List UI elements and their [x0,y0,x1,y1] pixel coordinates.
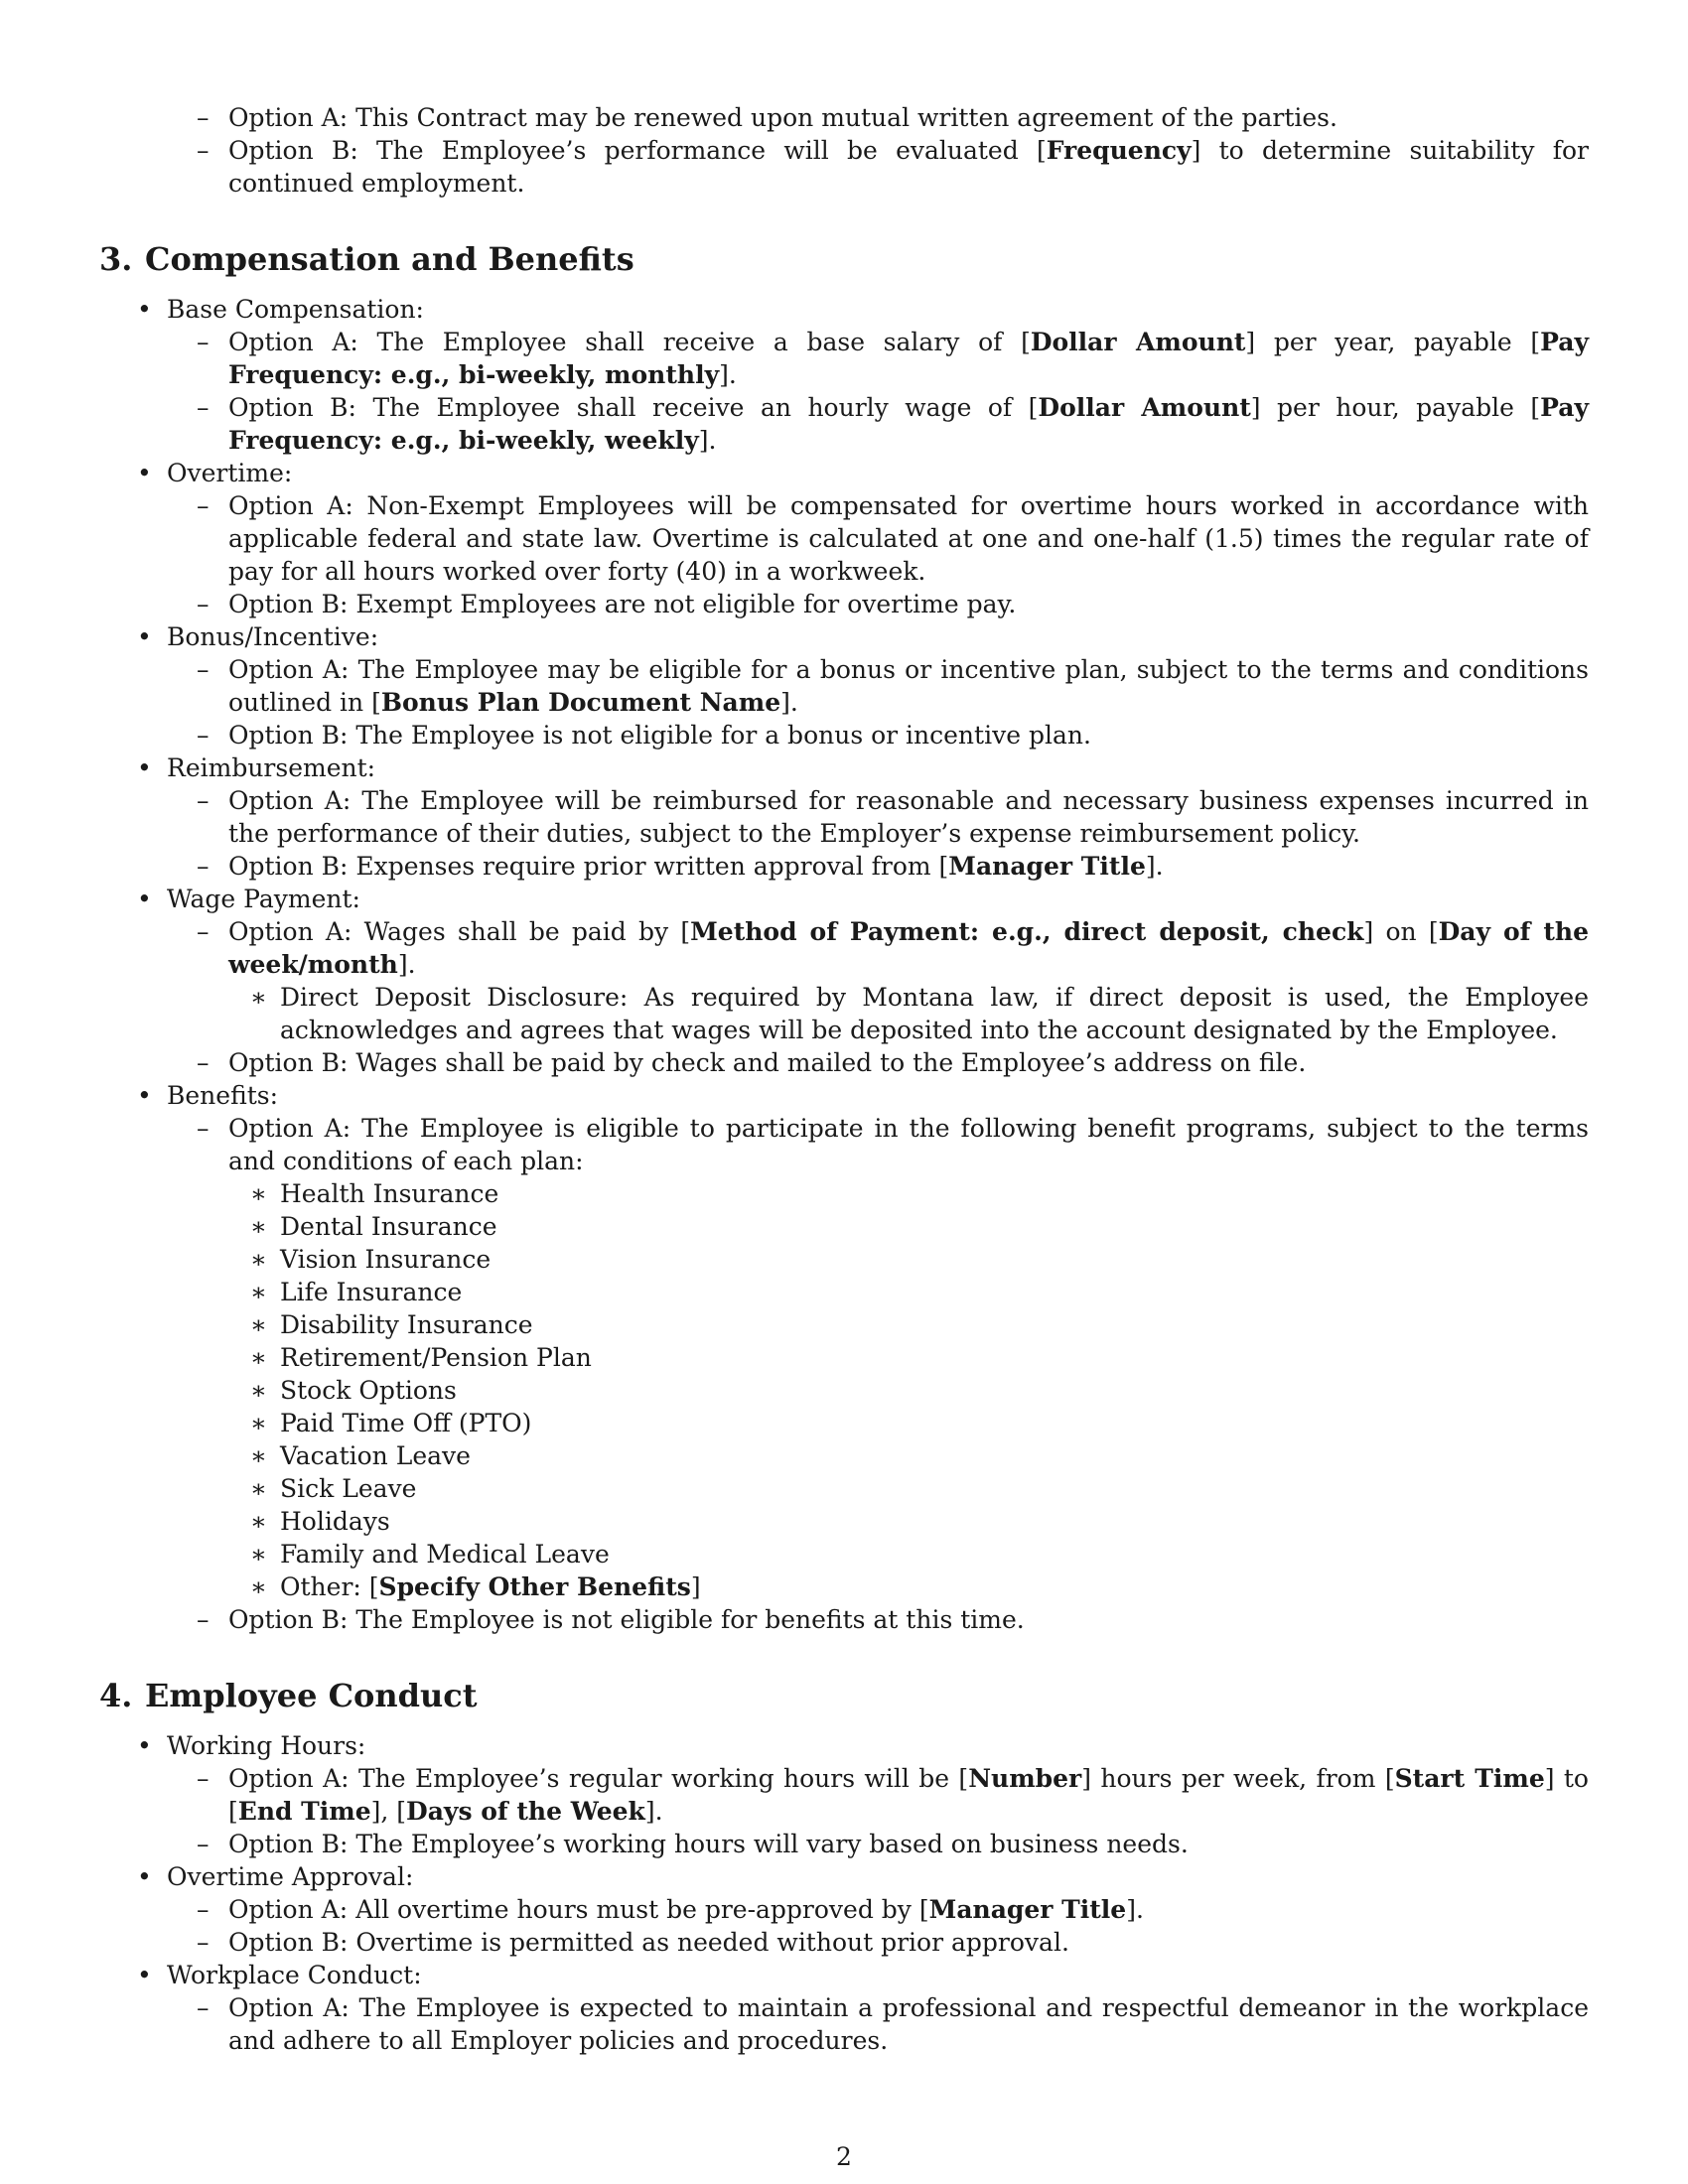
list-item: – Option A: The Employee is expected to maintain a professional and respectful demeanor in the workplace and adhere to all Employer policies and procedures. [197,1993,1589,2055]
star-marker: ∗ [250,1441,267,1470]
benefit-item: ∗ Paid Time Off (PTO) [250,1409,532,1437]
benefit-item: ∗ Stock Options [250,1376,457,1405]
benefit-item: ∗ Vacation Leave [250,1441,471,1470]
list-item: • Overtime Approval: [137,1862,414,1891]
dash-marker: – [197,1895,210,1924]
list-item: – Option B: The Employee shall receive an hourly wage of [Dollar Amount] per hour, payable [Pay Frequency: e.g., bi-weekly, weekly]. [197,393,1589,455]
placeholder-field: Pay Frequency: e.g., bi-weekly, weekly [228,393,1589,455]
placeholder-field: Manager Title [948,852,1146,881]
list-item: – Option B: The Employee is not eligible for benefits at this time. [197,1605,1025,1634]
star-marker: ∗ [250,1343,267,1372]
dash-marker: – [197,136,210,165]
section-heading: 3. Compensation and Benefits [99,240,634,278]
star-marker: ∗ [250,1278,267,1306]
dash-marker: – [197,1605,210,1634]
placeholder-field: Specify Other Benefits [378,1572,691,1601]
bullet-marker: • [137,1862,152,1891]
list-item: – Option B: The Employee is not eligible for a bonus or incentive plan. [197,721,1091,750]
benefit-item: ∗ Health Insurance [250,1179,499,1208]
bullet-marker: • [137,885,152,913]
placeholder-field: Dollar Amount [1038,393,1251,422]
list-item: • Working Hours: [137,1731,366,1760]
list-item: – Option A: The Employee will be reimbursed for reasonable and necessary business expenses incurred in the performance of their duties, subject to the Employer’s expense reimbursement policy. [197,786,1589,848]
list-item: • Wage Payment: [137,885,360,913]
dash-marker: – [197,1764,210,1793]
bullet-marker: • [137,1731,152,1760]
dash-marker: – [197,917,210,946]
dash-marker: – [197,1114,210,1143]
bullet-marker: • [137,622,152,651]
list-item: – Option A: The Employee may be eligible for a bonus or incentive plan, subject to the terms and conditions outlined in [Bonus Plan Document Name]. [197,655,1589,717]
star-marker: ∗ [250,1474,267,1503]
star-marker: ∗ [250,1212,267,1241]
list-item: – Option A: Wages shall be paid by [Method of Payment: e.g., direct deposit, check] on [Day of the week/month]. [197,917,1589,979]
dash-marker: – [197,328,210,356]
star-marker: ∗ [250,1245,267,1274]
list-item: • Overtime: [137,459,293,487]
benefit-item: ∗ Vision Insurance [250,1245,492,1274]
page-content [99,99,1589,2057]
placeholder-field: Pay Frequency: e.g., bi-weekly, monthly [228,328,1589,389]
benefit-item: ∗ Holidays [250,1507,390,1536]
placeholder-field: Dollar Amount [1030,328,1246,356]
list-item: ∗ Direct Deposit Disclosure: As required by Montana law, if direct deposit is used, the Employee acknowledges and agrees that wages will be deposited into the account designated by the Employee. [250,983,1589,1044]
list-item: – Option B: Exempt Employees are not eligible for overtime pay. [197,590,1017,618]
star-marker: ∗ [250,1409,267,1437]
dash-marker: – [197,1928,210,1957]
placeholder-field: Frequency [1046,136,1192,165]
section-heading: 4. Employee Conduct [99,1677,478,1714]
dash-marker: – [197,1830,210,1858]
list-item: • Benefits: [137,1081,279,1110]
list-item: • Bonus/Incentive: [137,622,379,651]
dash-marker: – [197,786,210,815]
bullet-marker: • [137,459,152,487]
benefit-item: ∗ Life Insurance [250,1278,463,1306]
list-item: – Option A: Non-Exempt Employees will be compensated for overtime hours worked in accordance with applicable federal and state law. Overtime is calculated at one and one-half (1.5) times the regular rate of pay for all hours worked over forty (40) in a workweek. [197,491,1589,586]
list-item: – Option A: The Employee is eligible to participate in the following benefit programs, subject to the terms and conditions of each plan: [197,1114,1589,1175]
benefit-item: ∗ Sick Leave [250,1474,417,1503]
list-item: – Option B: Expenses require prior written approval from [Manager Title]. [197,852,1164,881]
placeholder-field: Start Time [1394,1764,1545,1793]
page-number: 2 [836,2142,852,2171]
list-item: – Option B: Overtime is permitted as needed without prior approval. [197,1928,1069,1957]
benefit-item: ∗ Disability Insurance [250,1310,533,1339]
star-marker: ∗ [250,983,267,1012]
dash-marker: – [197,852,210,881]
bullet-marker: • [137,295,152,324]
star-marker: ∗ [250,1376,267,1405]
list-item: • Workplace Conduct: [137,1961,422,1989]
list-item: – Option A: All overtime hours must be pre-approved by [Manager Title]. [197,1895,1144,1924]
benefit-item: ∗ Other: [Specify Other Benefits] [250,1572,701,1601]
placeholder-field: Method of Payment: e.g., direct deposit, check [690,917,1364,946]
star-marker: ∗ [250,1507,267,1536]
dash-marker: – [197,721,210,750]
benefit-item: ∗ Dental Insurance [250,1212,497,1241]
list-item: – Option B: The Employee’s performance will be evaluated [Frequency] to determine suitability for continued employment. [197,136,1589,198]
list-item: – Option A: This Contract may be renewed upon mutual written agreement of the parties. [197,103,1337,132]
list-item: – Option B: The Employee’s working hours will vary based on business needs. [197,1830,1189,1858]
list-item: – Option A: The Employee shall receive a base salary of [Dollar Amount] per year, payable [Pay Frequency: e.g., bi-weekly, monthly]. [197,328,1589,389]
dash-marker: – [197,1993,210,2022]
list-item: • Reimbursement: [137,753,376,782]
dash-marker: – [197,393,210,422]
bullet-marker: • [137,753,152,782]
dash-marker: – [197,655,210,684]
list-item: – Option A: The Employee’s regular working hours will be [Number] hours per week, from [Start Time] to [End Time], [Days of the Week]. [197,1764,1589,1826]
dash-marker: – [197,491,210,520]
star-marker: ∗ [250,1572,267,1601]
star-marker: ∗ [250,1310,267,1339]
star-marker: ∗ [250,1179,267,1208]
dash-marker: – [197,103,210,132]
list-item: – Option B: Wages shall be paid by check and mailed to the Employee’s address on file. [197,1048,1307,1077]
placeholder-field: Manager Title [928,1895,1127,1924]
placeholder-field: Bonus Plan Document Name [380,688,781,717]
placeholder-field: Day of the week/month [228,917,1589,979]
placeholder-field: Number [968,1764,1082,1793]
benefit-item: ∗ Family and Medical Leave [250,1540,610,1569]
list-item: • Base Compensation: [137,295,424,324]
benefit-item: ∗ Retirement/Pension Plan [250,1343,592,1372]
placeholder-field: End Time [237,1797,371,1826]
bullet-marker: • [137,1081,152,1110]
star-marker: ∗ [250,1540,267,1569]
dash-marker: – [197,1048,210,1077]
dash-marker: – [197,590,210,618]
bullet-marker: • [137,1961,152,1989]
placeholder-field: Days of the Week [406,1797,645,1826]
